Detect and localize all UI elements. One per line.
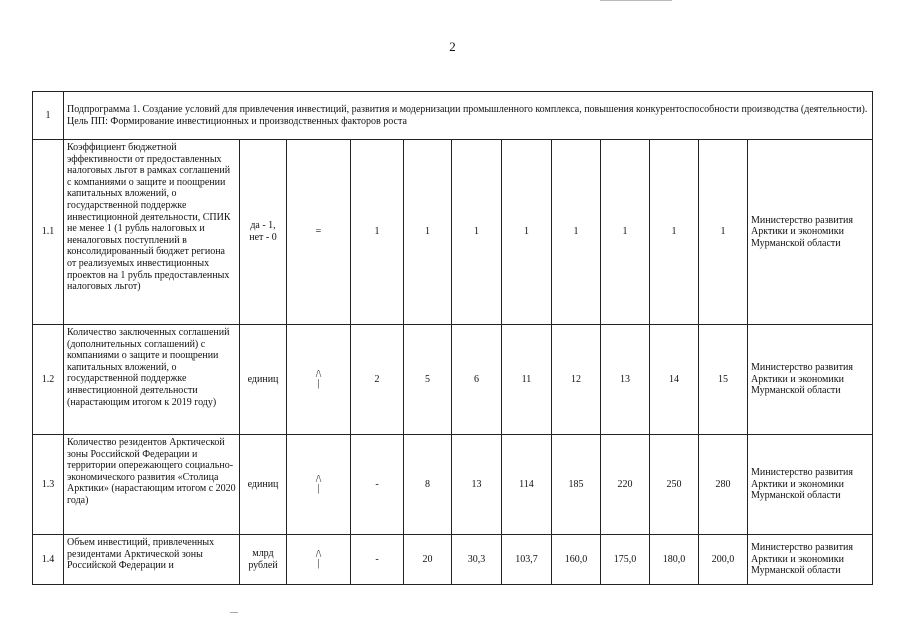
page-number: 2 (449, 39, 456, 54)
subprogram-row (33, 92, 873, 140)
direction-symbol (287, 535, 351, 585)
direction-symbol-text: = (315, 226, 322, 238)
year-value: 13 (601, 325, 650, 435)
row-number: 1.4 (33, 535, 64, 585)
year-value: 180,0 (650, 535, 699, 585)
year-value: 103,7 (502, 535, 552, 585)
responsible-body: Министерство развития Арктики и экономики Мурманской области (748, 140, 873, 325)
direction-symbol (287, 435, 351, 535)
year-value: 1 (601, 140, 650, 325)
unit-of-measure: единиц (240, 325, 287, 435)
year-value: - (351, 535, 404, 585)
responsible-body: Министерство развития Арктики и экономики Мурманской области (748, 535, 873, 585)
row-number: 1.3 (33, 435, 64, 535)
bottom-edge-mark (230, 612, 238, 613)
indicator-name: Коэффициент бюджетной эффективности от предоставленных налоговых льгот в рамках соглашений с компаниями о защите и поощрении капитальных вложений, о государственной поддержке инвестиционной деятельности, СПИК не менее 1 (1 рубль налоговых и неналоговых поступлений в консолидированный бюджет региона от реализуемых инвестиционных проектов на 1 рубль предоставленных налоговых льгот) (64, 140, 240, 325)
responsible-body: Министерство развития Арктики и экономики Мурманской области (748, 435, 873, 535)
indicator-name: Объем инвестиций, привлеченных резидентами Арктической зоны Российской Федерации и (64, 535, 240, 585)
indicators-table (32, 91, 873, 585)
subprogram-goal: Цель ПП: Формирование инвестиционных и производственных факторов роста (67, 115, 407, 127)
subprogram-title: Подпрограмма 1. Создание условий для привлечения инвестиций, развития и модернизации промышленного комплекса, повышения конкурентоспособности производства (деятельности). (67, 103, 868, 115)
direction-symbol-text: /\ | (315, 368, 322, 389)
year-value: 8 (404, 435, 452, 535)
table-row (33, 535, 873, 585)
year-value: 6 (452, 325, 502, 435)
year-value: 280 (699, 435, 748, 535)
year-value: 250 (650, 435, 699, 535)
year-value: 200,0 (699, 535, 748, 585)
year-value: 114 (502, 435, 552, 535)
year-value: 160,0 (552, 535, 601, 585)
indicator-name: Количество резидентов Арктической зоны Российской Федерации и территории опережающего социально-экономического развития «Столица Арктики» (нарастающим итогом с 2020 года) (64, 435, 240, 535)
year-value: 1 (404, 140, 452, 325)
year-value: 14 (650, 325, 699, 435)
indicator-name: Количество заключенных соглашений (дополнительных соглашений) с компаниями о защите и поощрении капитальных вложений, о государственной поддержке инвестиционной деятельности (нарастающим итогом к 2019 году) (64, 325, 240, 435)
year-value: 15 (699, 325, 748, 435)
year-value: 185 (552, 435, 601, 535)
year-value: 175,0 (601, 535, 650, 585)
row-number: 1.2 (33, 325, 64, 435)
year-value: 30,3 (452, 535, 502, 585)
year-value: - (351, 435, 404, 535)
unit-of-measure: млрд рублей (240, 535, 287, 585)
responsible-body: Министерство развития Арктики и экономики Мурманской области (748, 325, 873, 435)
table-row (33, 325, 873, 435)
year-value: 1 (699, 140, 748, 325)
row-number: 1.1 (33, 140, 64, 325)
unit-of-measure: да - 1, нет - 0 (240, 140, 287, 325)
table-row (33, 435, 873, 535)
direction-symbol (287, 325, 351, 435)
year-value: 220 (601, 435, 650, 535)
top-edge-mark (600, 0, 672, 1)
year-value: 2 (351, 325, 404, 435)
direction-symbol-text: /\ | (315, 473, 322, 494)
year-value: 20 (404, 535, 452, 585)
year-value: 1 (502, 140, 552, 325)
year-value: 5 (404, 325, 452, 435)
year-value: 13 (452, 435, 502, 535)
direction-symbol (287, 140, 351, 325)
year-value: 12 (552, 325, 601, 435)
subprogram-number: 1 (33, 92, 64, 140)
subprogram-header (64, 92, 873, 140)
table-row (33, 140, 873, 325)
unit-of-measure: единиц (240, 435, 287, 535)
year-value: 1 (650, 140, 699, 325)
direction-symbol-text: /\ | (315, 548, 322, 569)
year-value: 11 (502, 325, 552, 435)
year-value: 1 (452, 140, 502, 325)
year-value: 1 (552, 140, 601, 325)
year-value: 1 (351, 140, 404, 325)
